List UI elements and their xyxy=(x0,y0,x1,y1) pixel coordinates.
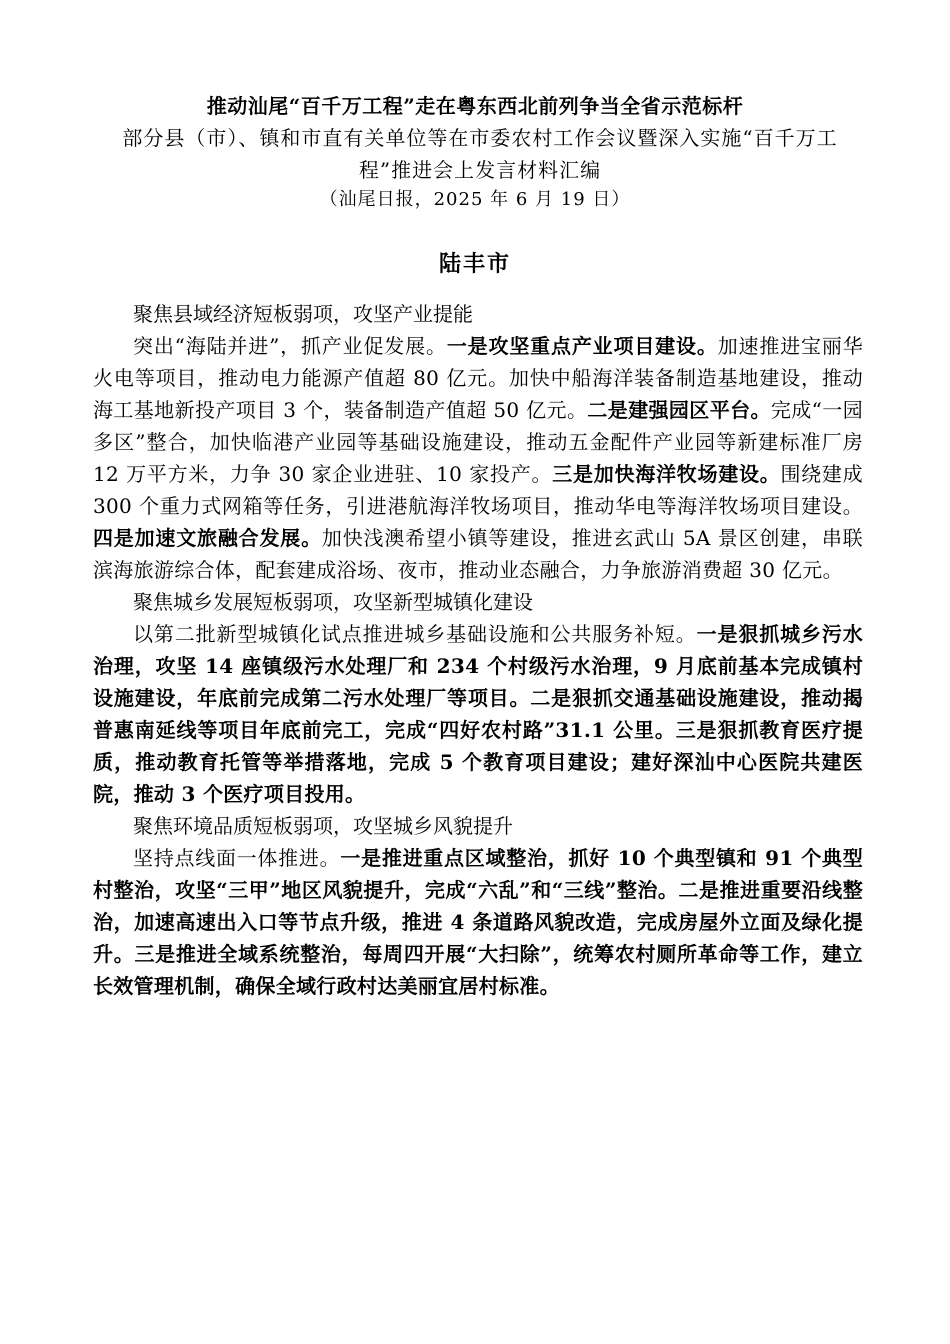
paragraph-text: 加快浅澳希望小镇等建设，推进玄武山 5A 景区创建，串联滨海旅游综合体，配套建成浴场、夜市，推动业态融合，力争旅游消费超 30 亿元。 xyxy=(93,526,863,582)
section-heading: 聚焦城乡发展短板弱项，攻坚新型城镇化建设 xyxy=(133,590,533,614)
paragraph-bold-text: 四是加速文旅融合发展。 xyxy=(93,526,322,550)
paragraph-bold-text: 二是建强园区平台。 xyxy=(587,398,771,422)
section-paragraph xyxy=(93,842,863,1002)
section-paragraph xyxy=(93,330,863,586)
section-paragraph xyxy=(93,618,863,810)
paragraph-text: 加速推进宝丽华火电等项目，推动电力能源产值超 80 亿元。加快中船海洋装备制造基地建设，推动海工基地新投产项目 3 个，装备制造产值超 50 亿元。 xyxy=(93,334,863,422)
document-subtitle: 部分县（市）、镇和市直有关单位等在市委农村工作会议暨深入实施“百千万工程”推进会上发言材料汇编 xyxy=(122,126,838,182)
paragraph-text: 围绕建成 300 个重力式网箱等任务，引进港航海洋牧场项目，推动华电等海洋牧场项目建设。 xyxy=(93,462,863,518)
paragraph-text: 以第二批新型城镇化试点推进城乡基础设施和公共服务补短。 xyxy=(133,622,697,646)
paragraph-text: 完成“一园多区”整合，加快临港产业园等基础设施建设，推动五金配件产业园等新建标准厂房 12 万平方米，力争 30 家企业进驻、10 家投产。 xyxy=(93,398,863,486)
section-heading: 聚焦县域经济短板弱项，攻坚产业提能 xyxy=(133,302,473,326)
paragraph-bold-text: 三是加快海洋牧场建设。 xyxy=(552,462,781,486)
paragraph-bold-text: 一是推进重点区域整治，抓好 10 个典型镇和 91 个典型村整治，攻坚“三甲”地区风貌提升，完成“六乱”和“三线”整治。二是推进重要沿线整治，加速高速出入口等节点升级，推进 4 条道路风貌改造，完成房屋外立面及绿化提升。三是推进全域系统整治，每周四开展“大扫除”，统筹农村厕所革命等工作，建立长效管理机制，确保全域行政村达美丽宜居村标准。 xyxy=(93,846,864,998)
document-body xyxy=(93,298,863,1002)
paragraph-bold-text: 一是狠抓城乡污水治理，攻坚 14 座镇级污水处理厂和 234 个村级污水治理，9 月底前基本完成镇村设施建设，年底前完成第二污水处理厂等项目。二是狠抓交通基础设施建设，推动揭普惠南延线等项目年底前完工，完成“四好农村路”31.1 公里。三是狠抓教育医疗提质，推动教育托管等举措落地，完成 5 个教育项目建设；建好深汕中心医院共建医院，推动 3 个医疗项目投用。 xyxy=(93,622,863,806)
paragraph-text: 突出“海陆并进”，抓产业促发展。 xyxy=(133,334,447,358)
document-source: （汕尾日报，2025 年 6 月 19 日） xyxy=(319,189,631,210)
paragraph-text: 坚持点线面一体推进。 xyxy=(133,846,341,870)
section-heading: 聚焦环境品质短板弱项，攻坚城乡风貌提升 xyxy=(133,814,513,838)
paragraph-bold-text: 一是攻坚重点产业项目建设。 xyxy=(446,334,718,358)
document-title: 推动汕尾“百千万工程”走在粤东西北前列争当全省示范标杆 xyxy=(206,94,744,118)
section-city-heading: 陆丰市 xyxy=(438,251,511,277)
